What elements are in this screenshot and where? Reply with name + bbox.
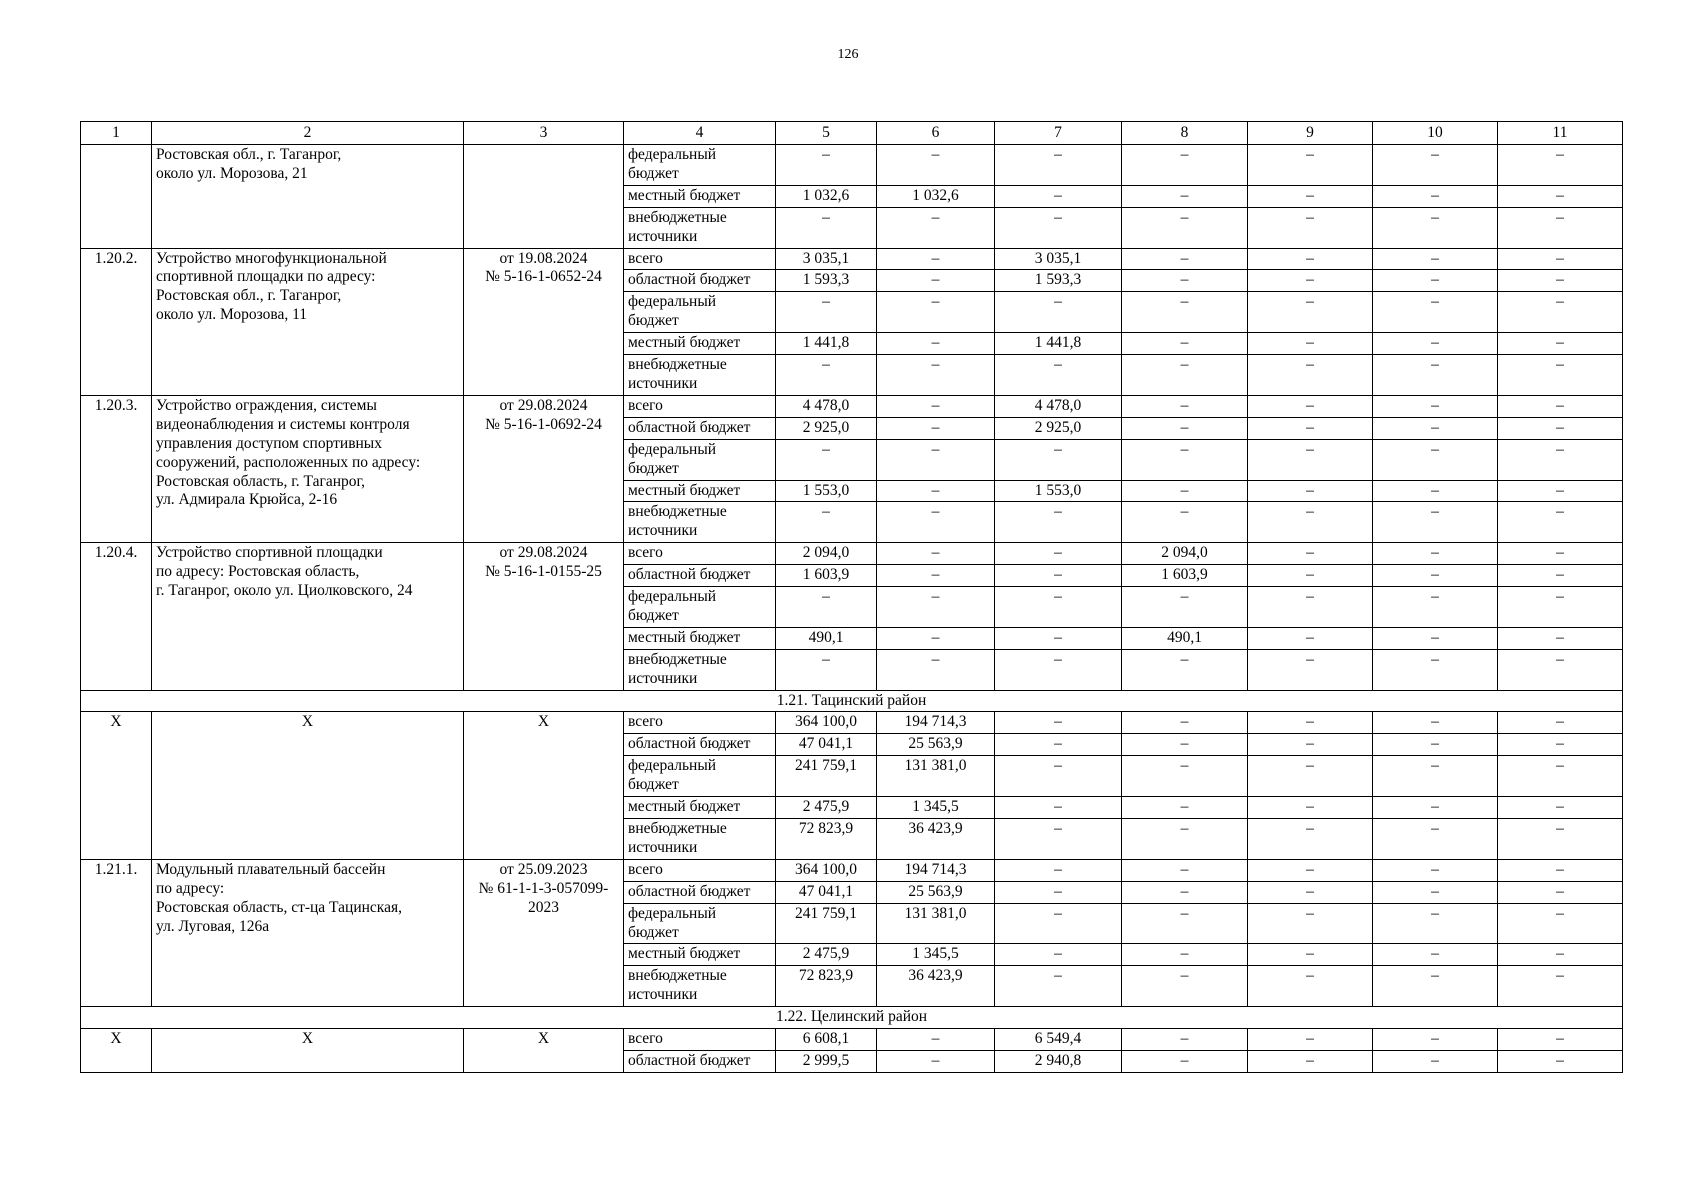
amount-cell-col-9: – [1248,207,1373,248]
amount-cell-col-10: – [1373,944,1498,966]
amount-cell-col-11: – [1498,859,1623,881]
amount-cell-col-9: – [1248,395,1373,417]
amount-cell-col-11: – [1498,439,1623,480]
funding-source: внебюджетные источники [624,966,776,1007]
amount-cell-col-10: – [1373,903,1498,944]
amount-cell-col-5: 241 759,1 [776,903,877,944]
amount-cell-col-11: – [1498,502,1623,543]
item-number: 1.20.2. [81,248,152,395]
amount-cell-col-8: – [1122,248,1248,270]
amount-cell-col-11: – [1498,944,1623,966]
amount-cell-col-8: – [1122,355,1248,396]
amount-cell-col-7: – [995,355,1122,396]
amount-cell-col-6: – [877,248,995,270]
amount-cell-col-8: – [1122,819,1248,860]
amount-cell-col-10: – [1373,565,1498,587]
amount-cell-col-6: 131 381,0 [877,903,995,944]
amount-cell-col-6: – [877,543,995,565]
amount-cell-col-6: 194 714,3 [877,859,995,881]
amount-cell-col-9: – [1248,1050,1373,1072]
amount-cell-col-6: – [877,395,995,417]
column-number-9: 9 [1248,122,1373,145]
amount-cell-col-11: – [1498,1029,1623,1051]
amount-cell-col-7: 4 478,0 [995,395,1122,417]
amount-cell-col-5: 72 823,9 [776,966,877,1007]
amount-cell-col-7: – [995,565,1122,587]
amount-cell-col-9: – [1248,587,1373,628]
amount-cell-col-9: – [1248,502,1373,543]
column-number-11: 11 [1498,122,1623,145]
amount-cell-col-11: – [1498,248,1623,270]
amount-cell-col-9: – [1248,944,1373,966]
amount-cell-col-8: – [1122,417,1248,439]
amount-cell-col-7: – [995,502,1122,543]
amount-cell-col-8: 1 603,9 [1122,565,1248,587]
table-row [81,248,1623,270]
amount-cell-col-8: – [1122,756,1248,797]
funding-source: федеральный бюджет [624,439,776,480]
funding-source: всего [624,859,776,881]
amount-cell-col-10: – [1373,797,1498,819]
amount-cell-col-6: – [877,207,995,248]
amount-cell-col-5: 47 041,1 [776,881,877,903]
table-row [81,395,1623,417]
amount-cell-col-8: – [1122,502,1248,543]
amount-cell-col-11: – [1498,292,1623,333]
amount-cell-col-10: – [1373,270,1498,292]
amount-cell-col-6: – [877,333,995,355]
item-name: X [152,1029,464,1073]
amount-cell-col-8: – [1122,587,1248,628]
amount-cell-col-11: – [1498,797,1623,819]
amount-cell-col-6: 25 563,9 [877,734,995,756]
amount-cell-col-6: – [877,270,995,292]
amount-cell-col-5: 2 475,9 [776,944,877,966]
item-number: X [81,1029,152,1073]
amount-cell-col-11: – [1498,480,1623,502]
amount-cell-col-9: – [1248,712,1373,734]
amount-cell-col-9: – [1248,292,1373,333]
amount-cell-col-5: 364 100,0 [776,859,877,881]
amount-cell-col-8: – [1122,734,1248,756]
amount-cell-col-7: – [995,185,1122,207]
amount-cell-col-5: 1 441,8 [776,333,877,355]
item-name: Модульный плавательный бассейн по адресу: Ростовская область, ст-ца Тацинская, ул. Луговая, 126а [152,859,464,1006]
table-row [81,145,1623,186]
column-number-3: 3 [464,122,624,145]
amount-cell-col-11: – [1498,881,1623,903]
item-number: 1.20.4. [81,543,152,690]
amount-cell-col-10: – [1373,881,1498,903]
amount-cell-col-6: – [877,145,995,186]
amount-cell-col-11: – [1498,543,1623,565]
amount-cell-col-5: – [776,145,877,186]
amount-cell-col-8: 490,1 [1122,627,1248,649]
amount-cell-col-7: – [995,627,1122,649]
funding-source: федеральный бюджет [624,145,776,186]
amount-cell-col-8: – [1122,333,1248,355]
funding-source: областной бюджет [624,565,776,587]
amount-cell-col-6: – [877,355,995,396]
amount-cell-col-7: – [995,797,1122,819]
amount-cell-col-7: – [995,207,1122,248]
amount-cell-col-10: – [1373,649,1498,690]
amount-cell-col-10: – [1373,248,1498,270]
amount-cell-col-10: – [1373,819,1498,860]
amount-cell-col-6: 25 563,9 [877,881,995,903]
district-section-row [81,1007,1623,1029]
table-row [81,543,1623,565]
approval-reference [464,145,624,249]
amount-cell-col-7: 2 940,8 [995,1050,1122,1072]
amount-cell-col-10: – [1373,417,1498,439]
funding-source: областной бюджет [624,881,776,903]
item-number: X [81,712,152,859]
amount-cell-col-6: – [877,1029,995,1051]
approval-reference: от 25.09.2023 № 61-1-1-3-057099- 2023 [464,859,624,1006]
funding-source: местный бюджет [624,797,776,819]
amount-cell-col-6: – [877,417,995,439]
amount-cell-col-8: – [1122,439,1248,480]
amount-cell-col-5: 4 478,0 [776,395,877,417]
funding-source: всего [624,712,776,734]
amount-cell-col-9: – [1248,1029,1373,1051]
amount-cell-col-9: – [1248,248,1373,270]
amount-cell-col-7: – [995,145,1122,186]
funding-source: местный бюджет [624,627,776,649]
amount-cell-col-5: 72 823,9 [776,819,877,860]
amount-cell-col-11: – [1498,355,1623,396]
amount-cell-col-5: 2 999,5 [776,1050,877,1072]
table-body [81,122,1623,1073]
amount-cell-col-7: – [995,819,1122,860]
amount-cell-col-11: – [1498,627,1623,649]
amount-cell-col-7: – [995,292,1122,333]
approval-reference: от 19.08.2024 № 5-16-1-0652-24 [464,248,624,395]
amount-cell-col-7: 1 593,3 [995,270,1122,292]
district-section-row [81,690,1623,712]
funding-source: областной бюджет [624,734,776,756]
approval-reference: X [464,712,624,859]
amount-cell-col-11: – [1498,395,1623,417]
amount-cell-col-6: 36 423,9 [877,819,995,860]
item-number: 1.21.1. [81,859,152,1006]
funding-source: всего [624,248,776,270]
funding-source: всего [624,395,776,417]
budget-table [80,121,1623,1073]
amount-cell-col-7: – [995,966,1122,1007]
item-number: 1.20.3. [81,395,152,542]
amount-cell-col-8: – [1122,966,1248,1007]
amount-cell-col-10: – [1373,712,1498,734]
approval-reference: X [464,1029,624,1073]
district-section-title: 1.21. Тацинский район [81,690,1623,712]
funding-source: внебюджетные источники [624,207,776,248]
amount-cell-col-10: – [1373,395,1498,417]
amount-cell-col-11: – [1498,333,1623,355]
amount-cell-col-5: 6 608,1 [776,1029,877,1051]
amount-cell-col-9: – [1248,756,1373,797]
amount-cell-col-11: – [1498,756,1623,797]
item-number [81,145,152,249]
amount-cell-col-9: – [1248,797,1373,819]
amount-cell-col-9: – [1248,565,1373,587]
amount-cell-col-6: – [877,480,995,502]
amount-cell-col-11: – [1498,207,1623,248]
amount-cell-col-9: – [1248,355,1373,396]
amount-cell-col-10: – [1373,207,1498,248]
approval-reference: от 29.08.2024 № 5-16-1-0692-24 [464,395,624,542]
page-number: 126 [837,47,859,62]
amount-cell-col-10: – [1373,502,1498,543]
amount-cell-col-6: 36 423,9 [877,966,995,1007]
funding-source: федеральный бюджет [624,587,776,628]
funding-source: внебюджетные источники [624,355,776,396]
amount-cell-col-6: – [877,439,995,480]
amount-cell-col-8: – [1122,903,1248,944]
amount-cell-col-7: – [995,756,1122,797]
amount-cell-col-5: 1 553,0 [776,480,877,502]
amount-cell-col-10: – [1373,292,1498,333]
amount-cell-col-5: – [776,502,877,543]
amount-cell-col-5: 1 603,9 [776,565,877,587]
district-section-title: 1.22. Целинский район [81,1007,1623,1029]
amount-cell-col-9: – [1248,480,1373,502]
amount-cell-col-6: – [877,649,995,690]
amount-cell-col-7: – [995,439,1122,480]
amount-cell-col-5: 2 475,9 [776,797,877,819]
amount-cell-col-9: – [1248,859,1373,881]
amount-cell-col-5: 490,1 [776,627,877,649]
funding-source: местный бюджет [624,944,776,966]
amount-cell-col-10: – [1373,587,1498,628]
funding-source: федеральный бюджет [624,292,776,333]
item-name: Ростовская обл., г. Таганрог, около ул. Морозова, 21 [152,145,464,249]
amount-cell-col-8: 2 094,0 [1122,543,1248,565]
column-number-7: 7 [995,122,1122,145]
amount-cell-col-7: – [995,903,1122,944]
table-row [81,1029,1623,1051]
amount-cell-col-7: 3 035,1 [995,248,1122,270]
amount-cell-col-11: – [1498,270,1623,292]
funding-source: внебюджетные источники [624,649,776,690]
amount-cell-col-10: – [1373,734,1498,756]
amount-cell-col-9: – [1248,819,1373,860]
table-row [81,712,1623,734]
amount-cell-col-10: – [1373,355,1498,396]
amount-cell-col-10: – [1373,145,1498,186]
amount-cell-col-11: – [1498,145,1623,186]
amount-cell-col-7: – [995,944,1122,966]
amount-cell-col-9: – [1248,145,1373,186]
amount-cell-col-7: 1 441,8 [995,333,1122,355]
amount-cell-col-7: – [995,649,1122,690]
amount-cell-col-5: 2 094,0 [776,543,877,565]
item-name: Устройство многофункциональной спортивной площадки по адресу: Ростовская обл., г. Таганрог, около ул. Морозова, 11 [152,248,464,395]
amount-cell-col-8: – [1122,185,1248,207]
amount-cell-col-8: – [1122,797,1248,819]
amount-cell-col-5: 47 041,1 [776,734,877,756]
amount-cell-col-11: – [1498,819,1623,860]
amount-cell-col-7: – [995,543,1122,565]
amount-cell-col-9: – [1248,333,1373,355]
approval-reference: от 29.08.2024 № 5-16-1-0155-25 [464,543,624,690]
amount-cell-col-9: – [1248,270,1373,292]
amount-cell-col-6: – [877,627,995,649]
column-number-10: 10 [1373,122,1498,145]
amount-cell-col-7: – [995,712,1122,734]
amount-cell-col-8: – [1122,649,1248,690]
amount-cell-col-6: – [877,502,995,543]
amount-cell-col-7: – [995,734,1122,756]
amount-cell-col-5: – [776,355,877,396]
amount-cell-col-10: – [1373,333,1498,355]
amount-cell-col-6: 1 032,6 [877,185,995,207]
column-number-8: 8 [1122,122,1248,145]
amount-cell-col-7: 6 549,4 [995,1029,1122,1051]
amount-cell-col-7: 2 925,0 [995,417,1122,439]
amount-cell-col-5: 241 759,1 [776,756,877,797]
amount-cell-col-5: 1 593,3 [776,270,877,292]
amount-cell-col-11: – [1498,417,1623,439]
amount-cell-col-9: – [1248,903,1373,944]
amount-cell-col-5: 1 032,6 [776,185,877,207]
amount-cell-col-10: – [1373,1029,1498,1051]
amount-cell-col-6: – [877,565,995,587]
amount-cell-col-8: – [1122,145,1248,186]
amount-cell-col-7: – [995,859,1122,881]
amount-cell-col-10: – [1373,627,1498,649]
amount-cell-col-11: – [1498,903,1623,944]
amount-cell-col-11: – [1498,565,1623,587]
amount-cell-col-8: – [1122,480,1248,502]
amount-cell-col-9: – [1248,881,1373,903]
column-number-row [81,122,1623,145]
amount-cell-col-7: – [995,587,1122,628]
amount-cell-col-9: – [1248,185,1373,207]
amount-cell-col-6: – [877,1050,995,1072]
amount-cell-col-8: – [1122,1050,1248,1072]
funding-source: внебюджетные источники [624,502,776,543]
amount-cell-col-8: – [1122,270,1248,292]
column-number-5: 5 [776,122,877,145]
funding-source: местный бюджет [624,480,776,502]
amount-cell-col-8: – [1122,881,1248,903]
funding-source: всего [624,1029,776,1051]
amount-cell-col-5: – [776,292,877,333]
item-name: Устройство спортивной площадки по адресу: Ростовская область, г. Таганрог, около ул. Циолковского, 24 [152,543,464,690]
amount-cell-col-6: – [877,292,995,333]
column-number-6: 6 [877,122,995,145]
amount-cell-col-6: 194 714,3 [877,712,995,734]
amount-cell-col-10: – [1373,439,1498,480]
amount-cell-col-8: – [1122,859,1248,881]
funding-source: внебюджетные источники [624,819,776,860]
amount-cell-col-11: – [1498,587,1623,628]
amount-cell-col-9: – [1248,439,1373,480]
amount-cell-col-11: – [1498,649,1623,690]
column-number-2: 2 [152,122,464,145]
amount-cell-col-5: – [776,207,877,248]
amount-cell-col-10: – [1373,1050,1498,1072]
funding-source: местный бюджет [624,185,776,207]
amount-cell-col-11: – [1498,966,1623,1007]
column-number-1: 1 [81,122,152,145]
amount-cell-col-9: – [1248,627,1373,649]
amount-cell-col-8: – [1122,712,1248,734]
amount-cell-col-7: 1 553,0 [995,480,1122,502]
amount-cell-col-11: – [1498,185,1623,207]
funding-source: областной бюджет [624,270,776,292]
amount-cell-col-11: – [1498,712,1623,734]
amount-cell-col-9: – [1248,649,1373,690]
amount-cell-col-5: 2 925,0 [776,417,877,439]
item-name: Устройство ограждения, системы видеонаблюдения и системы контроля управления доступом спортивных сооружений, расположенных по адресу: Ростовская область, г. Таганрог, ул. Адмирала Крюйса, 2-16 [152,395,464,542]
amount-cell-col-5: 364 100,0 [776,712,877,734]
funding-source: местный бюджет [624,333,776,355]
table-row [81,859,1623,881]
amount-cell-col-8: – [1122,292,1248,333]
amount-cell-col-6: – [877,587,995,628]
amount-cell-col-9: – [1248,966,1373,1007]
amount-cell-col-10: – [1373,185,1498,207]
amount-cell-col-6: 1 345,5 [877,944,995,966]
amount-cell-col-6: 1 345,5 [877,797,995,819]
amount-cell-col-9: – [1248,734,1373,756]
amount-cell-col-11: – [1498,1050,1623,1072]
amount-cell-col-11: – [1498,734,1623,756]
amount-cell-col-10: – [1373,966,1498,1007]
amount-cell-col-7: – [995,881,1122,903]
funding-source: федеральный бюджет [624,756,776,797]
amount-cell-col-8: – [1122,944,1248,966]
amount-cell-col-9: – [1248,543,1373,565]
amount-cell-col-5: – [776,587,877,628]
amount-cell-col-5: 3 035,1 [776,248,877,270]
amount-cell-col-9: – [1248,417,1373,439]
amount-cell-col-8: – [1122,1029,1248,1051]
amount-cell-col-8: – [1122,395,1248,417]
funding-source: всего [624,543,776,565]
column-number-4: 4 [624,122,776,145]
amount-cell-col-10: – [1373,480,1498,502]
item-name: X [152,712,464,859]
amount-cell-col-5: – [776,649,877,690]
amount-cell-col-8: – [1122,207,1248,248]
amount-cell-col-10: – [1373,859,1498,881]
amount-cell-col-6: 131 381,0 [877,756,995,797]
amount-cell-col-10: – [1373,543,1498,565]
funding-source: областной бюджет [624,1050,776,1072]
funding-source: федеральный бюджет [624,903,776,944]
funding-source: областной бюджет [624,417,776,439]
amount-cell-col-10: – [1373,756,1498,797]
amount-cell-col-5: – [776,439,877,480]
